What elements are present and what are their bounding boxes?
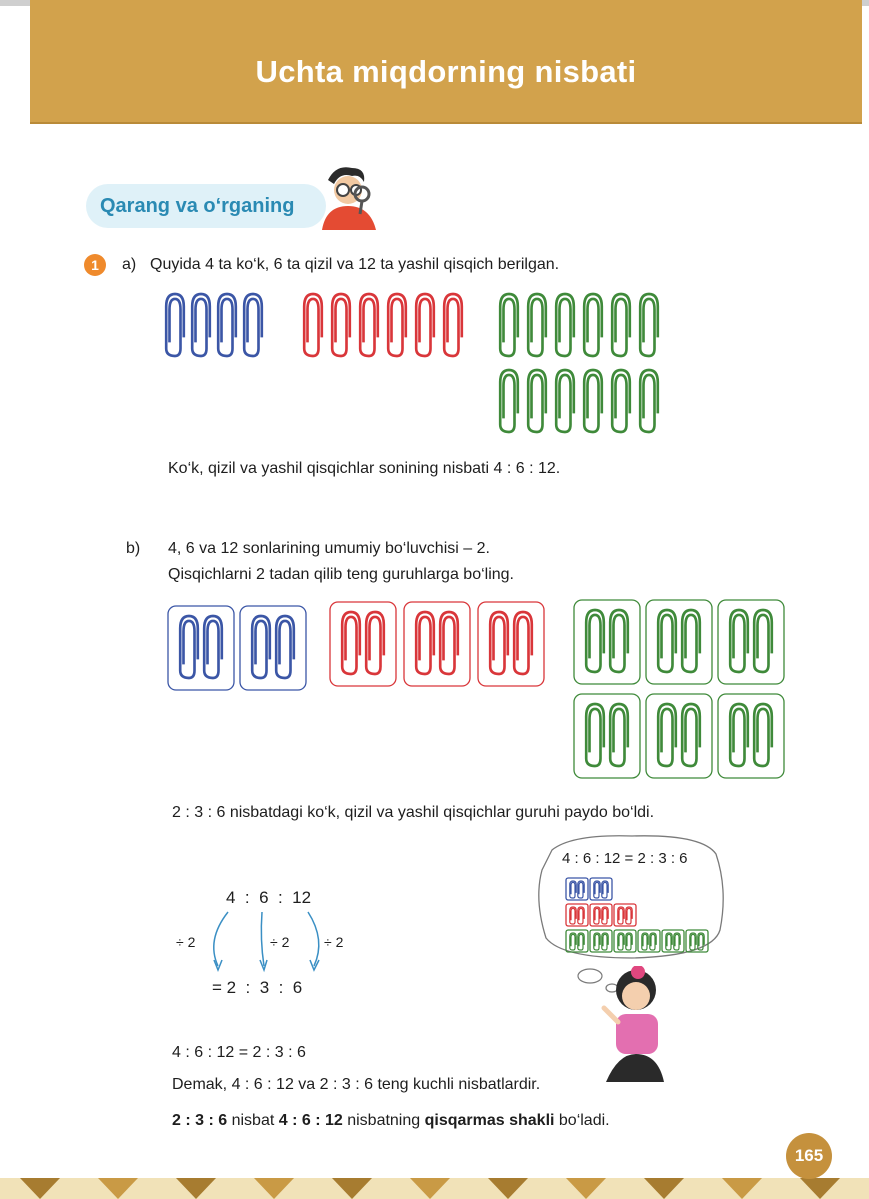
equation-line: 4 : 6 : 12 = 2 : 3 : 6 xyxy=(172,1044,306,1061)
grouped-paperclip xyxy=(754,610,772,672)
ratio-bottom: = 2 : 3 : 6 xyxy=(212,978,303,997)
red-paperclip xyxy=(360,294,378,356)
grouped-paperclip xyxy=(682,704,700,766)
bubble-paperclip xyxy=(594,881,600,898)
bubble-paperclip xyxy=(602,907,608,924)
paperclip-group-box xyxy=(718,694,784,778)
part-b-line2: Qisqichlarni 2 tadan qilib teng guruhlarga bo‘ling. xyxy=(168,566,514,583)
green-paperclip xyxy=(584,370,602,432)
section-pill-label: Qarang va o‘rganing xyxy=(100,195,295,217)
green-paperclip xyxy=(528,294,546,356)
title-banner xyxy=(30,0,862,124)
bubble-paperclip xyxy=(602,881,608,898)
footer-ornament xyxy=(0,1150,869,1199)
grouped-paperclip xyxy=(514,612,532,674)
ratio-top: 4 : 6 : 12 xyxy=(226,888,312,907)
bubble-paperclip xyxy=(570,933,576,950)
section-pill xyxy=(86,184,326,228)
bubble-equation: 4 : 6 : 12 = 2 : 3 : 6 xyxy=(562,850,688,867)
green-paperclip xyxy=(640,294,658,356)
green-paperclip xyxy=(584,294,602,356)
bubble-paperclips xyxy=(562,874,712,954)
final-ratio-1: 2 : 3 : 6 xyxy=(172,1112,228,1129)
grouped-paperclip xyxy=(610,610,628,672)
paperclip-group-box xyxy=(330,602,396,686)
bubble-paperclip xyxy=(666,933,672,950)
paperclip-group-box xyxy=(718,600,784,684)
grouped-paperclip xyxy=(252,616,270,678)
paperclip-group-box xyxy=(574,694,640,778)
grouped-paperclip xyxy=(658,704,676,766)
exercise-number-badge: 1 xyxy=(84,254,106,276)
blue-paperclip xyxy=(192,294,210,356)
red-paperclip xyxy=(332,294,350,356)
bubble-paperclip xyxy=(674,933,680,950)
part-a-label: a) xyxy=(122,256,137,273)
bubble-paperclip xyxy=(602,933,608,950)
green-paperclip xyxy=(500,370,518,432)
grouped-paperclip xyxy=(342,612,360,674)
page-number: 165 xyxy=(786,1133,832,1179)
red-paperclip xyxy=(388,294,406,356)
blue-paperclip xyxy=(218,294,236,356)
green-paperclip xyxy=(528,370,546,432)
bubble-paperclip xyxy=(626,933,632,950)
red-paperclip xyxy=(444,294,462,356)
part-b-result: 2 : 3 : 6 nisbatdagi ko‘k, qizil va yashil qisqichlar guruhi paydo bo‘ldi. xyxy=(172,804,655,821)
bubble-paperclip xyxy=(690,933,696,950)
page-title: Uchta miqdorning nisbati xyxy=(255,54,637,89)
paperclip-group-box xyxy=(240,606,306,690)
grouped-paperclip xyxy=(730,704,748,766)
grouped-paperclip xyxy=(366,612,384,674)
bubble-paperclip xyxy=(594,933,600,950)
bubble-paperclip xyxy=(578,907,584,924)
bubble-paperclip xyxy=(570,907,576,924)
final-text-1: nisbat xyxy=(227,1112,279,1129)
paperclip-group-box xyxy=(646,600,712,684)
final-text-2: nisbatning xyxy=(342,1112,425,1129)
paperclip-groups-part-b xyxy=(160,596,800,782)
grouped-paperclip xyxy=(180,616,198,678)
paperclip-group-box xyxy=(478,602,544,686)
divisor-right: ÷ 2 xyxy=(324,934,344,950)
bubble-paperclip xyxy=(626,907,632,924)
bubble-paperclip xyxy=(618,933,624,950)
grouped-paperclip xyxy=(658,610,676,672)
grouped-paperclip xyxy=(682,610,700,672)
final-ratio-2: 4 : 6 : 12 xyxy=(278,1112,343,1129)
bubble-paperclip xyxy=(570,881,576,898)
green-paperclip xyxy=(612,294,630,356)
paperclip-group-box xyxy=(168,606,234,690)
final-term: qisqarmas shakli xyxy=(424,1112,555,1129)
green-paperclip xyxy=(640,370,658,432)
demak-line: Demak, 4 : 6 : 12 va 2 : 3 : 6 teng kuchli nisbatlardir. xyxy=(172,1076,541,1093)
boy-magnifier-illustration xyxy=(316,160,378,230)
paperclip-group-box xyxy=(574,600,640,684)
bubble-paperclip xyxy=(578,881,584,898)
red-paperclip xyxy=(304,294,322,356)
blue-paperclip xyxy=(166,294,184,356)
grouped-paperclip xyxy=(754,704,772,766)
grouped-paperclip xyxy=(440,612,458,674)
grouped-paperclip xyxy=(416,612,434,674)
bubble-paperclip xyxy=(594,907,600,924)
girl-illustration xyxy=(592,966,672,1088)
bubble-paperclip xyxy=(698,933,704,950)
grouped-paperclip xyxy=(276,616,294,678)
part-a-conclusion: Ko‘k, qizil va yashil qisqichlar sonining nisbati 4 : 6 : 12. xyxy=(168,460,561,477)
grouped-paperclip xyxy=(586,610,604,672)
divisor-left: ÷ 2 xyxy=(176,934,196,950)
bubble-paperclip xyxy=(650,933,656,950)
green-paperclip xyxy=(556,294,574,356)
final-text-3: bo‘ladi. xyxy=(554,1112,610,1129)
part-b-line1: 4, 6 va 12 sonlarining umumiy bo‘luvchisi – 2. xyxy=(168,540,490,557)
green-paperclip xyxy=(500,294,518,356)
bubble-paperclip xyxy=(618,907,624,924)
grouped-paperclip xyxy=(730,610,748,672)
paperclip-group-box xyxy=(646,694,712,778)
red-paperclip xyxy=(416,294,434,356)
part-b-label: b) xyxy=(126,540,141,557)
blue-paperclip xyxy=(244,294,262,356)
grouped-paperclip xyxy=(490,612,508,674)
grouped-paperclip xyxy=(204,616,222,678)
bubble-paperclip xyxy=(642,933,648,950)
green-paperclip xyxy=(612,370,630,432)
grouped-paperclip xyxy=(586,704,604,766)
grouped-paperclip xyxy=(610,704,628,766)
final-statement xyxy=(172,1112,610,1130)
divisor-middle: ÷ 2 xyxy=(270,934,290,950)
bubble-paperclip xyxy=(578,933,584,950)
paperclips-part-a xyxy=(160,286,680,436)
paperclip-group-box xyxy=(404,602,470,686)
part-a-text: Quyida 4 ta ko‘k, 6 ta qizil va 12 ta yashil qisqich berilgan. xyxy=(150,256,560,273)
green-paperclip xyxy=(556,370,574,432)
